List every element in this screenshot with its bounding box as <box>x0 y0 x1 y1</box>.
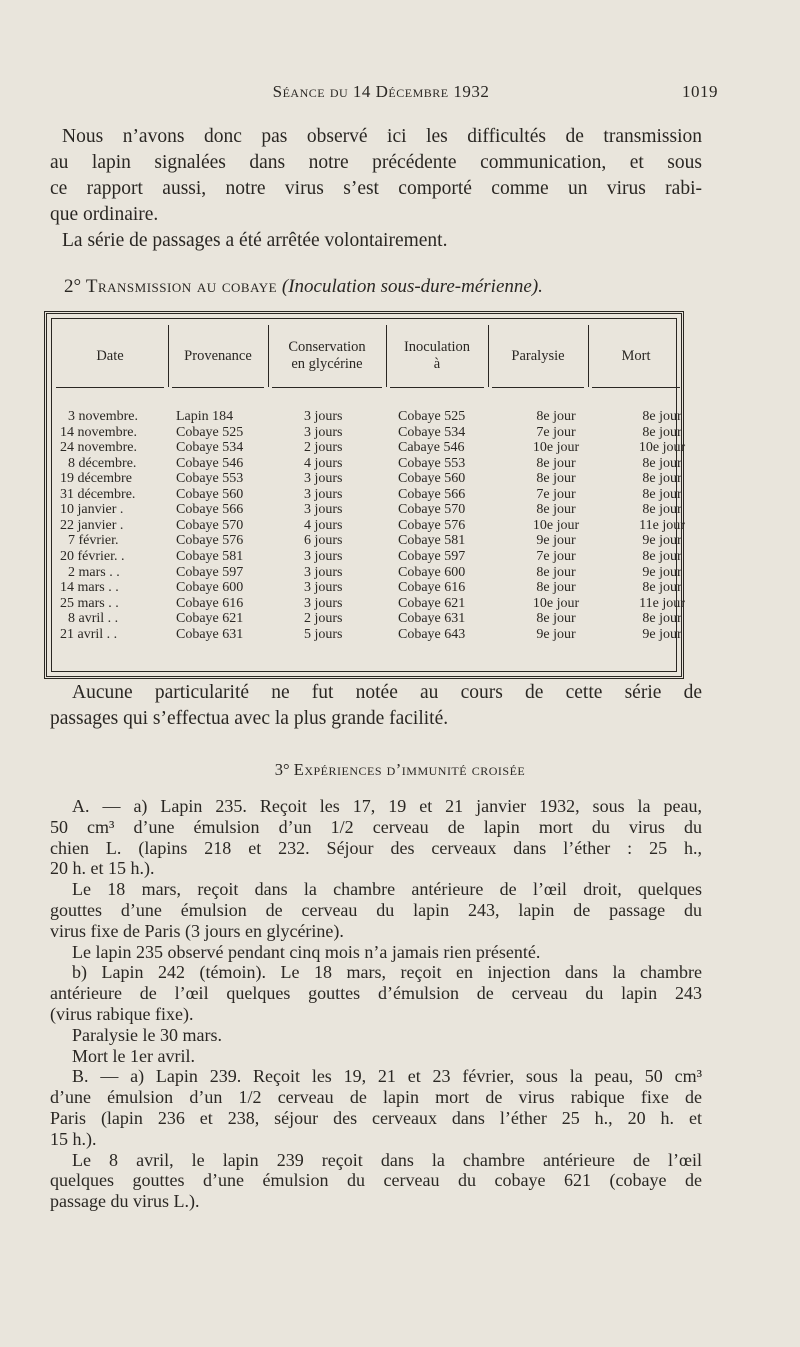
row-date: 25 mars . . <box>60 595 119 611</box>
row-conservation: 5 jours <box>304 626 343 642</box>
table-row <box>52 533 682 549</box>
row-date: 14 mars . . <box>60 580 119 596</box>
row-paralysie: 8e jour <box>536 564 576 580</box>
row-provenance: Cobaye 560 <box>176 486 244 502</box>
row-paralysie: 8e jour <box>536 409 576 424</box>
table-row <box>52 517 685 534</box>
text-line: au lapin signalées dans notre précédente communication, et sous <box>50 152 702 173</box>
row-mort: 11e jour <box>639 517 685 533</box>
table-row <box>52 502 682 518</box>
row-inoculation: Cobaye 560 <box>398 471 466 487</box>
text-line: b) Lapin 242 (témoin). Le 18 mars, reçoit en injection dans la chambre <box>72 962 702 983</box>
row-provenance: Cobaye 616 <box>176 595 244 611</box>
header-rule <box>56 387 164 388</box>
table-row <box>52 626 682 643</box>
section-3-number: 3° <box>274 760 290 779</box>
header-provenance: Provenance <box>184 347 252 364</box>
row-inoculation: Cobaye 597 <box>398 548 466 564</box>
header-conservation-line: en glycérine <box>291 356 363 372</box>
row-date: 22 janvier . <box>60 517 124 533</box>
row-paralysie: 8e jour <box>536 471 576 487</box>
row-inoculation: Cobaye 631 <box>398 611 466 627</box>
row-mort: 8e jour <box>642 409 682 424</box>
row-date: 31 décembre. <box>60 486 136 502</box>
section-3-heading <box>0 760 800 780</box>
row-paralysie: 9e jour <box>536 533 576 549</box>
text-line: 20 h. et 15 h.). <box>50 858 155 879</box>
row-inoculation: Cobaye 643 <box>398 626 466 642</box>
row-conservation: 3 jours <box>304 580 343 596</box>
table-row <box>52 486 682 503</box>
row-paralysie: 7e jour <box>536 548 576 564</box>
row-paralysie: 7e jour <box>536 424 576 440</box>
text-line: (virus rabique fixe). <box>50 1003 194 1024</box>
row-date: 14 novembre. <box>60 424 137 440</box>
row-provenance: Cobaye 570 <box>176 517 244 533</box>
row-provenance: Lapin 184 <box>176 409 234 424</box>
header-rule <box>492 387 584 388</box>
row-mort: 11e jour <box>639 595 685 611</box>
row-provenance: Cobaye 525 <box>176 424 244 440</box>
header-mort: Mort <box>621 347 651 364</box>
row-conservation: 3 jours <box>304 595 343 611</box>
text-line: Le 8 avril, le lapin 239 reçoit dans la chambre antérieure de l’œil <box>72 1149 702 1170</box>
text-line: Paralysie le 30 mars. <box>72 1024 222 1045</box>
row-mort: 8e jour <box>642 486 682 502</box>
table-row <box>52 440 686 456</box>
row-date: 24 novembre. <box>60 440 137 456</box>
row-date: 8 décembre. <box>68 455 137 471</box>
row-conservation: 3 jours <box>304 471 343 487</box>
text-line: La série de passages a été arrêtée volontairement. <box>62 230 448 251</box>
text-line: Aucune particularité ne fut notée au cours de cette série de <box>72 682 702 703</box>
row-inoculation: Cobaye 600 <box>398 564 466 580</box>
text-line: virus fixe de Paris (3 jours en glycérine). <box>50 920 344 941</box>
table-row <box>52 455 682 472</box>
section-2-number: 2° <box>64 276 82 297</box>
row-paralysie: 10e jour <box>532 440 580 456</box>
text-line: ce rapport aussi, notre virus s’est comporté comme un virus rabi- <box>50 178 702 199</box>
row-mort: 10e jour <box>638 440 686 456</box>
row-inoculation: Cobaye 525 <box>398 409 466 424</box>
text-line: passage du virus L.). <box>50 1191 200 1212</box>
section-2-heading <box>64 276 543 298</box>
row-provenance: Cobaye 631 <box>176 626 244 642</box>
text-line: A. — a) Lapin 235. Reçoit les 17, 19 et 21 janvier 1932, sous la peau, <box>72 796 702 816</box>
header-inoculation <box>386 327 488 385</box>
table-row <box>52 580 682 596</box>
header-paralysie: Paralysie <box>511 347 565 364</box>
row-conservation: 3 jours <box>304 548 343 564</box>
text-line: Le 18 mars, reçoit dans la chambre antérieure de l’œil droit, quelques <box>72 879 702 900</box>
table-row <box>52 424 682 441</box>
row-conservation: 3 jours <box>304 409 343 424</box>
text-line: chien L. (lapins 218 et 232. Séjour des cerveaux dans l’éther : 25 h., <box>50 837 702 858</box>
row-date: 19 décembre <box>60 471 132 487</box>
row-mort: 8e jour <box>642 611 682 627</box>
row-conservation: 4 jours <box>304 455 343 471</box>
running-head-title: Séance du 14 Décembre 1932 <box>272 82 490 101</box>
table-row <box>52 409 682 425</box>
header-rule <box>592 387 680 388</box>
row-mort: 9e jour <box>642 533 682 549</box>
row-inoculation: Cobaye 570 <box>398 502 466 518</box>
text-line: Le lapin 235 observé pendant cinq mois n’a jamais rien présenté. <box>72 941 541 962</box>
row-paralysie: 8e jour <box>536 580 576 596</box>
header-inoculation-line: Inoculation <box>403 339 471 355</box>
header-conservation-line: Conservation <box>288 339 366 355</box>
header-rule <box>172 387 264 388</box>
row-provenance: Cobaye 621 <box>176 611 244 627</box>
table-row <box>52 595 685 612</box>
row-paralysie: 9e jour <box>536 626 576 642</box>
row-inoculation: Cobaye 566 <box>398 486 466 502</box>
row-date: 20 février. . <box>60 548 125 564</box>
row-provenance: Cobaye 534 <box>176 440 244 456</box>
row-provenance: Cobaye 597 <box>176 564 244 580</box>
after-table-paragraph <box>50 680 702 732</box>
row-paralysie: 7e jour <box>536 486 576 502</box>
row-paralysie: 8e jour <box>536 611 576 627</box>
section-2-subtitle: (Inoculation sous-dure-mérienne). <box>281 276 543 297</box>
header-inoculation-line: à <box>433 356 441 372</box>
row-inoculation: Cobaye 576 <box>398 517 466 533</box>
text-line: Nous n’avons donc pas observé ici les difficultés de transmission <box>62 126 702 147</box>
row-conservation: 3 jours <box>304 486 343 502</box>
row-date: 3 novembre. <box>68 409 138 424</box>
row-provenance: Cobaye 566 <box>176 502 244 518</box>
text-line: 50 cm³ d’une émulsion d’un 1/2 cerveau de lapin mort du virus du <box>50 816 702 837</box>
row-conservation: 2 jours <box>304 440 343 456</box>
row-mort: 8e jour <box>642 502 682 518</box>
row-inoculation: Cabaye 546 <box>398 440 465 456</box>
row-date: 21 avril . . <box>60 626 118 642</box>
header-conservation <box>268 327 386 385</box>
row-date: 7 février. <box>68 533 119 549</box>
row-mort: 8e jour <box>642 424 682 440</box>
row-date: 2 mars . . <box>68 564 120 580</box>
row-date: 10 janvier . <box>60 502 124 518</box>
text-line: 15 h.). <box>50 1128 97 1149</box>
row-mort: 9e jour <box>642 564 682 580</box>
row-inoculation: Cobaye 616 <box>398 580 466 596</box>
table-inner-border <box>51 318 686 672</box>
page-number: 1019 <box>682 82 718 101</box>
row-inoculation: Cobaye 581 <box>398 533 466 549</box>
row-conservation: 3 jours <box>304 502 343 518</box>
row-provenance: Cobaye 581 <box>176 548 244 564</box>
text-line: gouttes d’une émulsion de cerveau du lapin 243, lapin de passage du <box>50 899 702 920</box>
row-mort: 9e jour <box>642 626 682 642</box>
row-provenance: Cobaye 576 <box>176 533 244 549</box>
row-provenance: Cobaye 553 <box>176 471 244 487</box>
text-line: B. — a) Lapin 239. Reçoit les 19, 21 et 23 février, sous la peau, 50 cm³ <box>72 1066 702 1087</box>
header-rule <box>272 387 382 388</box>
table-row <box>52 564 682 581</box>
header-date: Date <box>96 347 124 364</box>
row-paralysie: 8e jour <box>536 455 576 471</box>
text-line: Paris (lapin 236 et 238, séjour des cerveaux dans l’éther 25 h., 20 h. et <box>50 1107 702 1128</box>
row-date: 8 avril . . <box>68 611 119 627</box>
row-mort: 8e jour <box>642 580 682 596</box>
section-2-title: Transmission au cobaye <box>85 276 278 297</box>
row-paralysie: 10e jour <box>532 517 580 533</box>
text-line: d’une émulsion d’un 1/2 cerveau de lapin mort de virus rabique fixe de <box>50 1087 702 1108</box>
row-mort: 8e jour <box>642 548 682 564</box>
row-mort: 8e jour <box>642 455 682 471</box>
row-inoculation: Cobaye 621 <box>398 595 466 611</box>
header-rule <box>390 387 484 388</box>
intro-paragraph <box>50 124 702 254</box>
text-line: passages qui s’effectua avec la plus grande facilité. <box>50 708 449 729</box>
row-provenance: Cobaye 546 <box>176 455 244 471</box>
row-paralysie: 8e jour <box>536 502 576 518</box>
table-row <box>52 611 682 627</box>
row-paralysie: 10e jour <box>532 595 580 611</box>
text-line: que ordinaire. <box>50 204 159 225</box>
experiments-text <box>50 796 702 1212</box>
row-mort: 8e jour <box>642 471 682 487</box>
row-conservation: 4 jours <box>304 517 343 533</box>
row-conservation: 6 jours <box>304 533 343 549</box>
row-inoculation: Cobaye 553 <box>398 455 466 471</box>
row-inoculation: Cobaye 534 <box>398 424 466 440</box>
transmission-table <box>44 311 684 679</box>
table-row <box>52 471 682 487</box>
text-line: quelques gouttes d’une émulsion du cerveau du cobaye 621 (cobaye de <box>50 1170 702 1191</box>
row-provenance: Cobaye 600 <box>176 580 244 596</box>
text-line: antérieure de l’œil quelques gouttes d’émulsion de cerveau du lapin 243 <box>50 983 702 1004</box>
text-line: Mort le 1er avril. <box>72 1045 195 1066</box>
row-conservation: 3 jours <box>304 564 343 580</box>
table-row <box>52 548 682 565</box>
row-conservation: 2 jours <box>304 611 343 627</box>
row-conservation: 3 jours <box>304 424 343 440</box>
section-3-title: Expériences d’immunité croisée <box>293 760 526 779</box>
